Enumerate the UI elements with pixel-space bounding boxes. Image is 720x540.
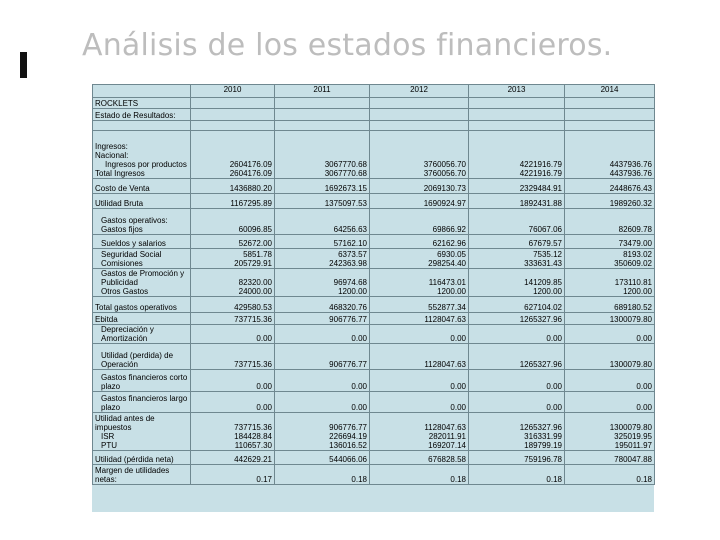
table-row bbox=[93, 451, 655, 465]
value-cell: 96974.68 1200.00 bbox=[275, 269, 370, 297]
table-row bbox=[93, 179, 655, 194]
year-header: 2011 bbox=[275, 85, 370, 98]
value-cell: 5851.78 205729.91 bbox=[191, 249, 275, 269]
value-cell: 2069130.73 bbox=[370, 179, 469, 194]
value-cell bbox=[565, 121, 655, 131]
value-cell: 0.18 bbox=[469, 465, 565, 485]
value-cell: 0.00 bbox=[469, 370, 565, 392]
year-header: 2013 bbox=[469, 85, 565, 98]
value-cell: 737715.36 bbox=[191, 313, 275, 325]
table-row bbox=[93, 235, 655, 249]
table-row bbox=[93, 413, 655, 451]
value-cell: 2329484.91 bbox=[469, 179, 565, 194]
value-cell: 0.00 bbox=[565, 325, 655, 344]
value-cell: 627104.02 bbox=[469, 297, 565, 313]
table-row bbox=[93, 131, 655, 179]
row-label bbox=[93, 121, 191, 131]
value-cell bbox=[565, 109, 655, 121]
value-cell: 52672.00 bbox=[191, 235, 275, 249]
value-cell: 0.00 bbox=[191, 370, 275, 392]
value-cell: 7535.12 333631.43 bbox=[469, 249, 565, 269]
table-row bbox=[93, 392, 655, 413]
value-cell bbox=[469, 109, 565, 121]
value-cell: 141209.85 1200.00 bbox=[469, 269, 565, 297]
table-row bbox=[93, 344, 655, 370]
value-cell: 0.00 bbox=[565, 370, 655, 392]
row-label: Depreciación y Amortización bbox=[93, 325, 191, 344]
value-cell: 6373.57 242363.98 bbox=[275, 249, 370, 269]
table-row bbox=[93, 297, 655, 313]
value-cell bbox=[275, 109, 370, 121]
value-cell: 544066.06 bbox=[275, 451, 370, 465]
value-cell: 0.18 bbox=[565, 465, 655, 485]
value-cell bbox=[469, 121, 565, 131]
value-cell: 737715.36 184428.84 110657.30 bbox=[191, 413, 275, 451]
row-label: Sueldos y salarios bbox=[93, 235, 191, 249]
value-cell: 689180.52 bbox=[565, 297, 655, 313]
value-cell: 0.17 bbox=[191, 465, 275, 485]
value-cell: 76067.06 bbox=[469, 209, 565, 235]
value-cell: 0.00 bbox=[469, 325, 565, 344]
value-cell: 0.00 bbox=[370, 392, 469, 413]
value-cell: 1300079.80 bbox=[565, 313, 655, 325]
value-cell: 0.00 bbox=[275, 392, 370, 413]
value-cell: 82609.78 bbox=[565, 209, 655, 235]
value-cell: 906776.77 226694.19 136016.52 bbox=[275, 413, 370, 451]
value-cell: 1265327.96 bbox=[469, 344, 565, 370]
value-cell: 173110.81 1200.00 bbox=[565, 269, 655, 297]
value-cell: 64256.63 bbox=[275, 209, 370, 235]
value-cell: 69866.92 bbox=[370, 209, 469, 235]
value-cell bbox=[565, 98, 655, 109]
value-cell: 0.18 bbox=[370, 465, 469, 485]
value-cell: 429580.53 bbox=[191, 297, 275, 313]
row-label: Utilidad antes de impuestos ISR PTU bbox=[93, 413, 191, 451]
row-label: Utilidad Bruta bbox=[93, 194, 191, 209]
row-label bbox=[93, 85, 191, 98]
value-cell bbox=[191, 109, 275, 121]
value-cell: 0.00 bbox=[370, 370, 469, 392]
table-row bbox=[93, 249, 655, 269]
value-cell: 4437936.76 4437936.76 bbox=[565, 131, 655, 179]
value-cell: 1128047.63 bbox=[370, 344, 469, 370]
value-cell: 780047.88 bbox=[565, 451, 655, 465]
value-cell: 906776.77 bbox=[275, 344, 370, 370]
table-row bbox=[93, 313, 655, 325]
value-cell: 0.00 bbox=[275, 370, 370, 392]
table-row bbox=[93, 370, 655, 392]
value-cell bbox=[191, 98, 275, 109]
financial-statement-table bbox=[92, 84, 654, 512]
value-cell: 1300079.80 325019.95 195011.97 bbox=[565, 413, 655, 451]
value-cell: 57162.10 bbox=[275, 235, 370, 249]
value-cell: 1128047.63 282011.91 169207.14 bbox=[370, 413, 469, 451]
value-cell: 1167295.89 bbox=[191, 194, 275, 209]
value-cell: 2604176.09 2604176.09 bbox=[191, 131, 275, 179]
row-label: Utilidad (pérdida neta) bbox=[93, 451, 191, 465]
row-label: Gastos financieros largo plazo bbox=[93, 392, 191, 413]
value-cell: 1265327.96 bbox=[469, 313, 565, 325]
value-cell: 0.00 bbox=[191, 392, 275, 413]
value-cell: 67679.57 bbox=[469, 235, 565, 249]
value-cell: 82320.00 24000.00 bbox=[191, 269, 275, 297]
row-label: Gastos de Promoción y Publicidad Otros Gastos bbox=[93, 269, 191, 297]
slide-title: Análisis de los estados financieros. bbox=[82, 28, 613, 63]
value-cell: 906776.77 bbox=[275, 313, 370, 325]
table-row bbox=[93, 209, 655, 235]
value-cell: 6930.05 298254.40 bbox=[370, 249, 469, 269]
row-label: Estado de Resultados: bbox=[93, 109, 191, 121]
value-cell: 0.00 bbox=[370, 325, 469, 344]
row-label: Costo de Venta bbox=[93, 179, 191, 194]
value-cell: 3760056.70 3760056.70 bbox=[370, 131, 469, 179]
row-label: Utilidad (perdida) de Operación bbox=[93, 344, 191, 370]
value-cell bbox=[275, 121, 370, 131]
income-statement-grid bbox=[92, 84, 655, 485]
value-cell: 0.00 bbox=[191, 325, 275, 344]
table-row bbox=[93, 325, 655, 344]
value-cell: 676828.58 bbox=[370, 451, 469, 465]
value-cell: 552877.34 bbox=[370, 297, 469, 313]
accent-bar bbox=[20, 52, 27, 78]
value-cell: 4221916.79 4221916.79 bbox=[469, 131, 565, 179]
table-row bbox=[93, 194, 655, 209]
row-label: Margen de utilidades netas: bbox=[93, 465, 191, 485]
value-cell: 60096.85 bbox=[191, 209, 275, 235]
table-row bbox=[93, 109, 655, 121]
value-cell: 0.00 bbox=[275, 325, 370, 344]
row-label: ROCKLETS bbox=[93, 98, 191, 109]
value-cell: 1692673.15 bbox=[275, 179, 370, 194]
value-cell: 1436880.20 bbox=[191, 179, 275, 194]
value-cell: 1989260.32 bbox=[565, 194, 655, 209]
value-cell: 73479.00 bbox=[565, 235, 655, 249]
value-cell bbox=[370, 109, 469, 121]
value-cell bbox=[370, 98, 469, 109]
value-cell: 1128047.63 bbox=[370, 313, 469, 325]
value-cell: 0.00 bbox=[469, 392, 565, 413]
value-cell: 1690924.97 bbox=[370, 194, 469, 209]
value-cell: 62162.96 bbox=[370, 235, 469, 249]
value-cell: 759196.78 bbox=[469, 451, 565, 465]
value-cell: 1375097.53 bbox=[275, 194, 370, 209]
value-cell: 0.00 bbox=[565, 392, 655, 413]
table-row bbox=[93, 85, 655, 98]
year-header: 2010 bbox=[191, 85, 275, 98]
row-label: Ingresos: Nacional: Ingresos por productos Total Ingresos bbox=[93, 131, 191, 179]
year-header: 2012 bbox=[370, 85, 469, 98]
value-cell: 2448676.43 bbox=[565, 179, 655, 194]
table-row bbox=[93, 98, 655, 109]
row-label: Seguridad Social Comisiones bbox=[93, 249, 191, 269]
value-cell: 1300079.80 bbox=[565, 344, 655, 370]
value-cell bbox=[275, 98, 370, 109]
value-cell: 737715.36 bbox=[191, 344, 275, 370]
value-cell: 442629.21 bbox=[191, 451, 275, 465]
value-cell: 1265327.96 316331.99 189799.19 bbox=[469, 413, 565, 451]
table-row bbox=[93, 121, 655, 131]
value-cell: 3067770.68 3067770.68 bbox=[275, 131, 370, 179]
value-cell: 116473.01 1200.00 bbox=[370, 269, 469, 297]
value-cell: 468320.76 bbox=[275, 297, 370, 313]
row-label: Gastos financieros corto plazo bbox=[93, 370, 191, 392]
table-row bbox=[93, 269, 655, 297]
row-label: Ebitda bbox=[93, 313, 191, 325]
year-header: 2014 bbox=[565, 85, 655, 98]
value-cell: 0.18 bbox=[275, 465, 370, 485]
value-cell: 8193.02 350609.02 bbox=[565, 249, 655, 269]
value-cell bbox=[469, 98, 565, 109]
row-label: Total gastos operativos bbox=[93, 297, 191, 313]
row-label: Gastos operativos: Gastos fijos bbox=[93, 209, 191, 235]
value-cell bbox=[370, 121, 469, 131]
table-row bbox=[93, 465, 655, 485]
value-cell bbox=[191, 121, 275, 131]
value-cell: 1892431.88 bbox=[469, 194, 565, 209]
